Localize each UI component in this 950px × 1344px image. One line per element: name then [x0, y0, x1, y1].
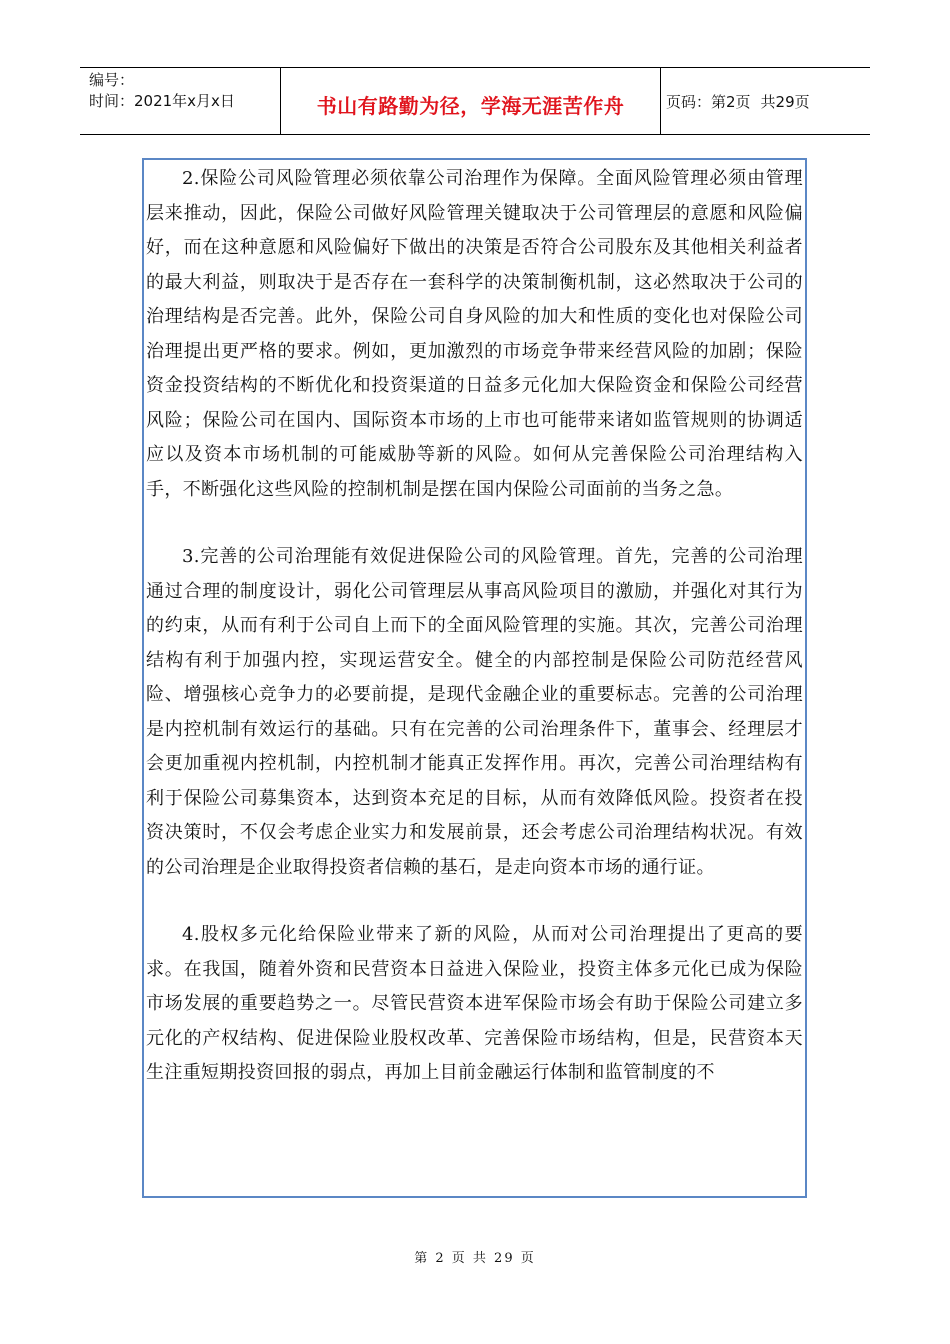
document-date-label: 时间：2021年x月x日	[89, 92, 235, 110]
body-paragraph: 4.股权多元化给保险业带来了新的风险，从而对公司治理提出了更高的要求。在我国，随着外资和民营资本日益进入保险业，投资主体多元化已成为保险市场发展的重要趋势之一。尽管民营资本进军保险市场会有助于保险公司建立多元化的产权结构、促进保险业股权改革、完善保险市场结构，但是，民营资本天生注重短期投资回报的弱点，再加上目前金融运行体制和监管制度的不	[146, 924, 803, 1083]
header-motto-cell	[281, 68, 661, 134]
header-motto: 书山有路勤为径，学海无涯苦作舟	[316, 93, 625, 118]
header-page-number: 页码：第2页	[666, 92, 751, 111]
page-footer: 第 2 页 共 29 页	[414, 1251, 536, 1266]
body-paragraph: 2.保险公司风险管理必须依靠公司治理作为保障。全面风险管理必须由管理层来推动，因此，保险公司做好风险管理关键取决于公司管理层的意愿和风险偏好，而在这种意愿和风险偏好下做出的决策是否符合公司股东及其他相关利益者的最大利益，则取决于是否存在一套科学的决策制衡机制，这必然取决于公司的治理结构是否完善。此外，保险公司自身风险的加大和性质的变化也对保险公司治理提出更严格的要求。例如，更加激烈的市场竞争带来经营风险的加剧；保险资金投资结构的不断优化和投资渠道的日益多元化加大保险资金和保险公司经营风险；保险公司在国内、国际资本市场的上市也可能带来诸如监管规则的协调适应以及资本市场机制的可能威胁等新的风险。如何从完善保险公司治理结构入手，不断强化这些风险的控制机制是摆在国内保险公司面前的当务之急。	[146, 168, 803, 500]
body-paragraph: 3.完善的公司治理能有效促进保险公司的风险管理。首先，完善的公司治理通过合理的制度设计，弱化公司管理层从事高风险项目的激励，并强化对其行为的约束，从而有利于公司自上而下的全面风险管理的实施。其次，完善公司治理结构有利于加强内控，实现运营安全。健全的内部控制是保险公司防范经营风险、增强核心竞争力的必要前提，是现代金融企业的重要标志。完善的公司治理是内控机制有效运行的基础。只有在完善的公司治理条件下，董事会、经理层才会更加重视内控机制，内控机制才能真正发挥作用。再次，完善公司治理结构有利于保险公司募集资本，达到资本充足的目标，从而有效降低风险。投资者在投资决策时，不仅会考虑企业实力和发展前景，还会考虑公司治理结构状况。有效的公司治理是企业取得投资者信赖的基石，是走向资本市场的通行证。	[146, 546, 803, 878]
document-number-label: 编号：	[89, 71, 135, 89]
page-header	[80, 67, 870, 135]
header-page-cell	[661, 68, 870, 134]
header-meta-cell	[80, 68, 281, 134]
header-total-pages: 共29页	[760, 92, 810, 111]
document-body	[142, 158, 807, 1198]
